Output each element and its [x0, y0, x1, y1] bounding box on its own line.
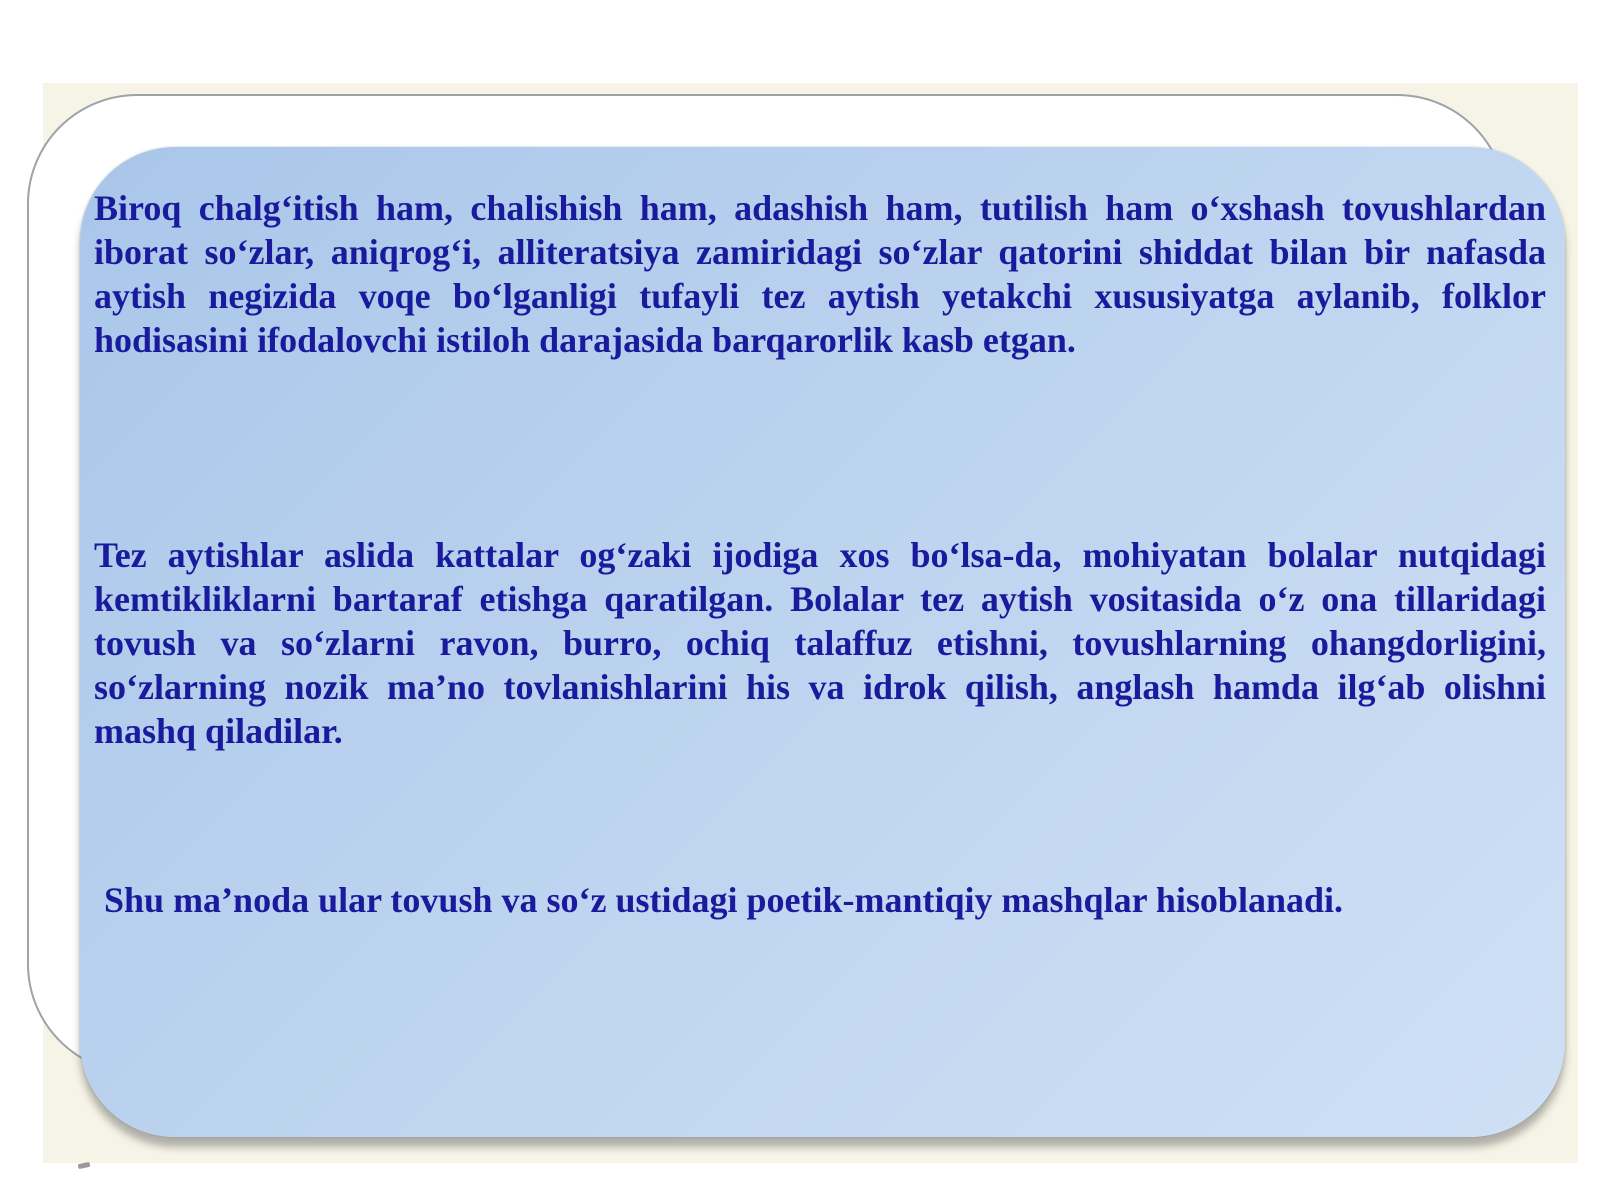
corner-mark: [78, 1162, 91, 1169]
paragraph-2: Tez aytishlar aslida kattalar og‘zaki ijodiga xos bo‘lsa-da, mohiyatan bolalar nutqidagi kemtikliklarni bartaraf etishga qaratilgan. Bolalar tez aytish vositasida o‘z ona tillaridagi tovush va so‘zlarni ravon, burro, ochiq talaffuz etishni, tovushlarning ohangdorligini, so‘zlarning nozik ma’no tovlanishlarini his va idrok qilish, anglash hamda ilg‘ab olishni mashq qiladilar.: [94, 535, 1546, 751]
paragraph-3: Shu ma’noda ular tovush va so‘z ustidagi poetik-mantiqiy mashqlar hisoblanadi.: [104, 880, 1343, 920]
paragraph-1: Biroq chalg‘itish ham, chalishish ham, adashish ham, tutilish ham o‘xshash tovushlardan iborat so‘zlar, aniqrog‘i, alliteratsiya zamiridagi so‘zlar qatorini shiddat bilan bir nafasda aytish negizida voqe bo‘lganligi tufayli tez aytish yetakchi xususiyatga aylanib, folklor hodisasini ifodalovchi istiloh darajasida barqarorlik kasb etgan.: [94, 188, 1546, 360]
